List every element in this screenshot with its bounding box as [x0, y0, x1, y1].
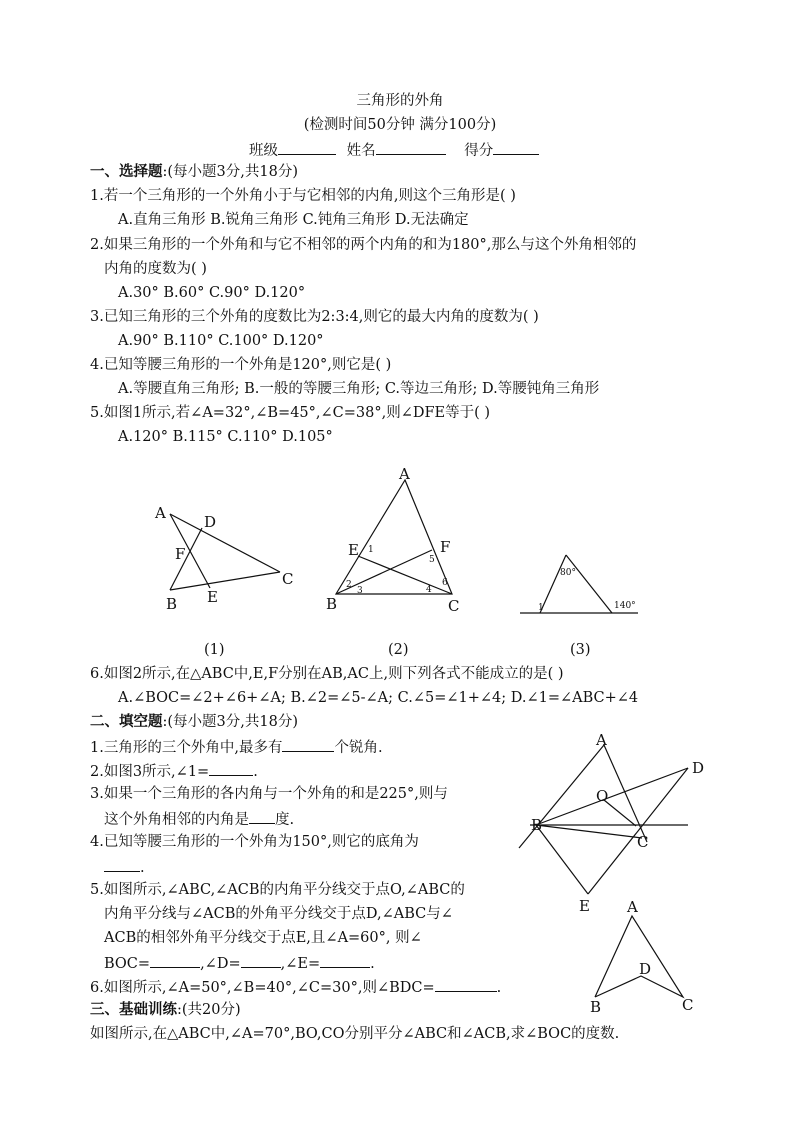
fill-q3-line1: 3.如果一个三角形的各内角与一个外角的和是225°,则与 — [90, 786, 448, 802]
fill-q6-text-end: . — [496, 980, 502, 996]
section1-note: :(每小题3分,共18分) — [162, 164, 298, 180]
fig1-label-f: F — [175, 545, 186, 563]
fill-q2-text: 2.如图3所示,∠1= — [90, 764, 210, 780]
q5-stem: 5.如图1所示,若∠A=32°,∠B=45°,∠C=38°,则∠DFE等于( ) — [90, 405, 491, 421]
q1-stem: 1.若一个三角形的一个外角小于与它相邻的内角,则这个三角形是( ) — [90, 188, 516, 204]
fig1-label-a: A — [155, 504, 166, 522]
q2-stem: 2.如果三角形的一个外角和与它不相邻的两个内角的和为180°,那么与这个外角相邻的 — [90, 237, 637, 253]
fig4-label-a: A — [596, 731, 607, 749]
fill-q6-text: 6.如图所示,∠A=50°,∠B=40°,∠C=30°,则∠BDC= — [90, 980, 435, 996]
fig3-angle-80: 80° — [560, 568, 576, 578]
section3-heading: 三、基础训练 — [90, 1001, 177, 1018]
fig2-angle-4: 4 — [426, 585, 432, 595]
fill-q5-text-e: ,∠E= — [280, 956, 321, 972]
fill-q1-text-end: 个锐角. — [334, 740, 383, 756]
fig1-label-e: E — [207, 588, 218, 606]
fill-q1-text: 1.三角形的三个外角中,最多有 — [90, 740, 283, 756]
fig4-line-be — [536, 825, 588, 894]
fig5-label-d: D — [639, 960, 652, 978]
fig1-caption: (1) — [204, 642, 225, 658]
q5-options: A.120° B.115° C.110° D.105° — [118, 429, 333, 445]
section2-note: :(每小题3分,共18分) — [162, 714, 298, 730]
page-title: 三角形的外角 — [356, 93, 444, 109]
q4-stem: 4.已知等腰三角形的一个外角是120°,则它是( ) — [90, 357, 392, 373]
fig2-label-c: C — [448, 597, 460, 615]
fig1-label-b: B — [166, 595, 178, 613]
fill-q5-text-boc: BOC= — [104, 956, 151, 972]
fig4-line-bc — [536, 825, 642, 838]
section1-heading: 一、选择题 — [90, 163, 163, 180]
fill-q3-text-end: 度. — [275, 812, 295, 828]
fig2-label-b: B — [326, 595, 338, 613]
fig2-label-a: A — [399, 465, 410, 483]
fig5-label-c: C — [682, 996, 694, 1014]
fig2-angle-5: 5 — [429, 555, 435, 565]
q2-stem-cont: 内角的度数为( ) — [104, 261, 207, 277]
q2-options: A.30° B.60° C.90° D.120° — [118, 285, 306, 301]
fig3-angle-140: 140° — [614, 601, 636, 611]
fig4-label-o: O — [596, 787, 609, 805]
fill-q5-line2: 内角平分线与∠ACB的外角平分线交于点D,∠ABC与∠ — [104, 906, 453, 922]
fig2-angle-3: 3 — [357, 586, 363, 596]
fig1-label-c: C — [282, 570, 294, 588]
q3-options: A.90° B.110° C.100° D.120° — [118, 333, 324, 349]
section3-question: 如图所示,在△ABC中,∠A=70°,BO,CO分别平分∠ABC和∠ACB,求∠BOC的度数. — [90, 1026, 620, 1042]
figure-4 — [519, 745, 688, 894]
fig4-label-d: D — [692, 759, 705, 777]
fig3-angle-1: 1 — [538, 603, 544, 613]
fill-q5-line3: ACB的相邻外角平分线交于点E,且∠A=60°, 则∠ — [104, 930, 422, 946]
fig4-line-oc — [604, 800, 636, 826]
fill-q3-text: 这个外角相邻的内角是 — [104, 812, 249, 828]
fig2-caption: (2) — [388, 642, 409, 658]
page-subtitle: (检测时间50分钟 满分100分) — [303, 117, 497, 133]
fig5-label-b: B — [590, 998, 602, 1016]
q1-options: A.直角三角形 B.锐角三角形 C.钝角三角形 D.无法确定 — [118, 212, 469, 228]
fig3-caption: (3) — [570, 642, 591, 658]
fill-q4-line1: 4.已知等腰三角形的一个外角为150°,则它的底角为 — [90, 834, 419, 850]
fig4-label-b: B — [531, 816, 543, 834]
fill-q5-text-d: ,∠D= — [200, 956, 241, 972]
fig2-angle-1: 1 — [368, 545, 374, 555]
fig4-label-e: E — [579, 897, 590, 915]
fig5-concave-quad — [595, 916, 683, 997]
fill-q5-line1: 5.如图所示,∠ABC,∠ACB的内角平分线交于点O,∠ABC的 — [90, 882, 465, 898]
section2-heading: 二、填空题 — [90, 713, 163, 730]
fig1-label-d: D — [204, 513, 217, 531]
fill-q2-text-end: . — [253, 764, 258, 780]
figure-5 — [595, 916, 683, 997]
score-label: 得分 — [464, 143, 494, 159]
fig2-angle-6: 6 — [442, 578, 448, 588]
class-label: 班级 — [249, 143, 278, 159]
q3-stem: 3.已知三角形的三个外角的度数比为2:3:4,则它的最大内角的度数为( ) — [90, 309, 539, 325]
fill-q4-text-end: . — [140, 860, 145, 876]
name-label: 姓名 — [346, 143, 376, 159]
q6-stem: 6.如图2所示,在△ABC中,E,F分别在AB,AC上,则下列各式不能成立的是( ) — [90, 666, 564, 682]
fig5-label-a: A — [627, 898, 638, 916]
q4-options: A.等腰直角三角形; B.一般的等腰三角形; C.等边三角形; D.等腰钝角三角形 — [118, 381, 600, 397]
fig2-label-e: E — [348, 541, 359, 559]
fill-q5-text-end: . — [370, 956, 375, 972]
q6-options: A.∠BOC=∠2+∠6+∠A; B.∠2=∠5-∠A; C.∠5=∠1+∠4; D.∠1=∠ABC+∠4 — [118, 690, 639, 706]
section3-note: :(共20分) — [177, 1002, 241, 1018]
fig2-label-f: F — [440, 538, 451, 556]
fig4-label-c: C — [637, 833, 649, 851]
fig2-angle-2: 2 — [346, 580, 352, 590]
